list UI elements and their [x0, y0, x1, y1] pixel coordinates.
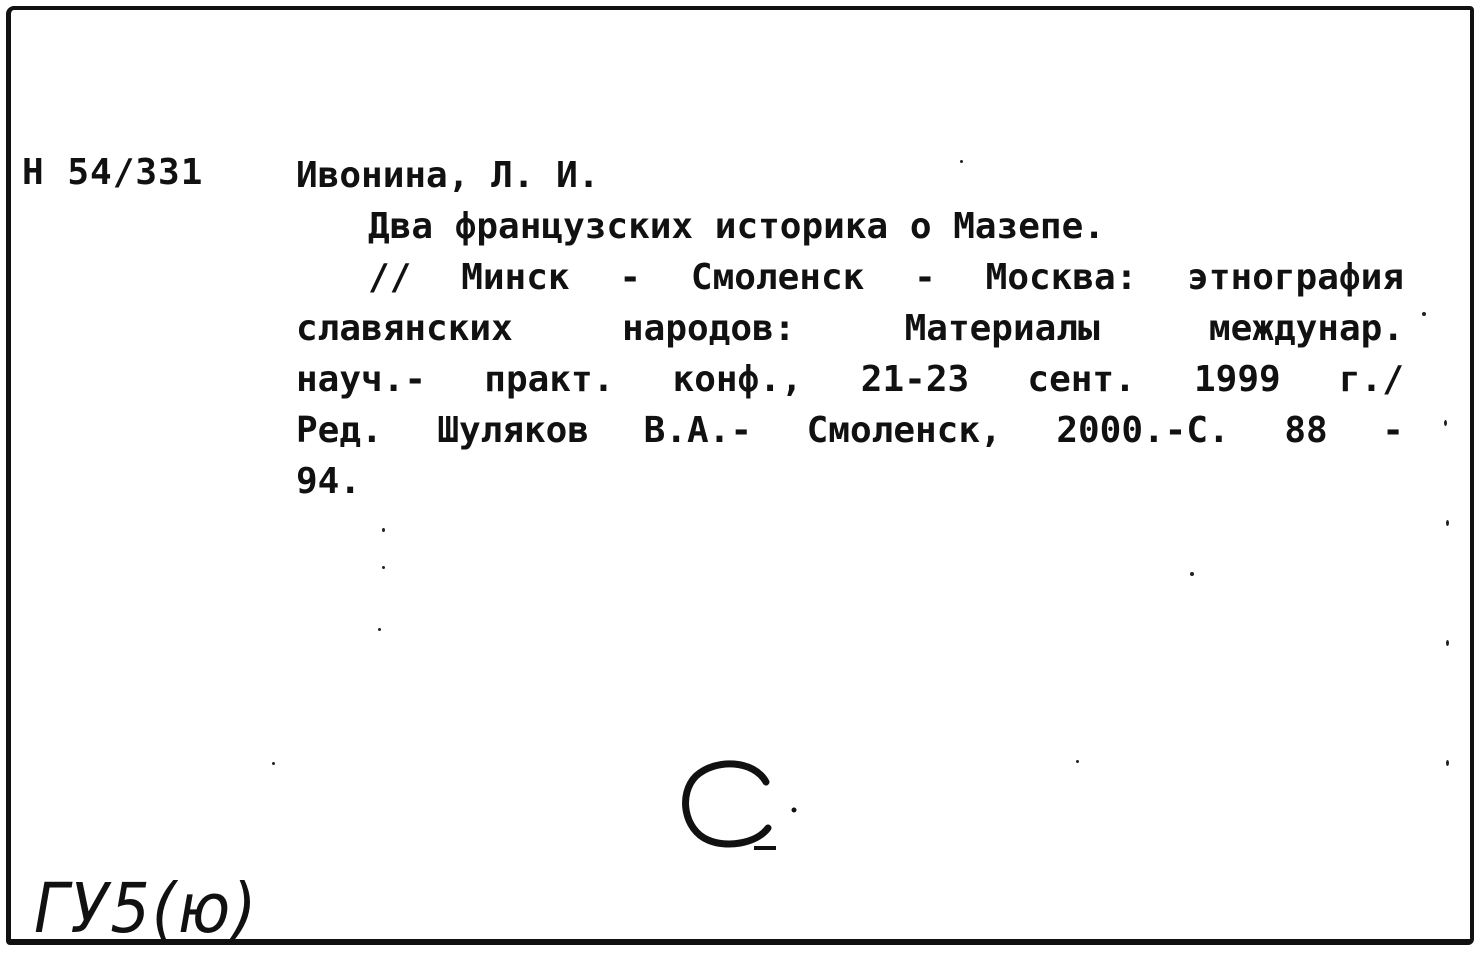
- source-word: этнография: [1187, 257, 1404, 298]
- source-word: Смоленск: [690, 257, 865, 298]
- speck: [1422, 312, 1426, 316]
- source-word: 88: [1284, 410, 1328, 451]
- speck: [1444, 420, 1447, 426]
- source-line: [296, 252, 1404, 303]
- source-line: [296, 354, 1404, 405]
- call-number: Н 54/331: [22, 152, 204, 193]
- source-word: -: [914, 257, 936, 298]
- speck: [378, 628, 381, 631]
- source-word: Ред.: [296, 410, 383, 451]
- source-line: [296, 405, 1404, 456]
- speck: [1446, 640, 1449, 646]
- source-word: конф.,: [672, 359, 803, 400]
- handwritten-shelf-code: ГУ5(ю): [34, 868, 259, 949]
- speck: [1446, 520, 1449, 526]
- source-word: -: [1382, 410, 1404, 451]
- source-word: Смоленск,: [806, 410, 1002, 451]
- source-word: //: [368, 257, 412, 298]
- source-word: практ.: [484, 359, 615, 400]
- circle-mark-icon: [676, 752, 806, 862]
- title-line: Два французских историка о Мазепе.: [368, 206, 1105, 247]
- source-line: [296, 303, 1404, 354]
- speck: [960, 160, 963, 163]
- source-word: -: [619, 257, 642, 298]
- source-word: Шуляков: [437, 410, 590, 451]
- speck: [382, 566, 385, 569]
- source-word: славянских: [296, 308, 513, 349]
- source-word: сент.: [1027, 359, 1136, 400]
- source-word: народов:: [621, 308, 796, 349]
- speck: [272, 762, 275, 765]
- source-word: Материалы: [904, 308, 1100, 349]
- source-word: 1999: [1193, 359, 1281, 400]
- speck: [1076, 760, 1079, 763]
- source-word: 2000.-С.: [1056, 410, 1230, 451]
- bibliographic-entry: [296, 150, 1404, 507]
- speck: [1190, 572, 1194, 576]
- source-word: г./: [1338, 359, 1404, 400]
- source-word: В.А.-: [643, 410, 753, 451]
- source-word: науч.-: [296, 359, 427, 400]
- source-word: междунар.: [1208, 308, 1404, 349]
- last-line: 94.: [296, 461, 362, 502]
- source-word: Москва:: [985, 257, 1138, 298]
- source-word: Минск: [461, 257, 570, 298]
- author: Ивонина, Л. И.: [296, 155, 600, 196]
- speck: [382, 528, 385, 532]
- source-word: 21-23: [860, 359, 970, 400]
- speck: [1446, 760, 1449, 766]
